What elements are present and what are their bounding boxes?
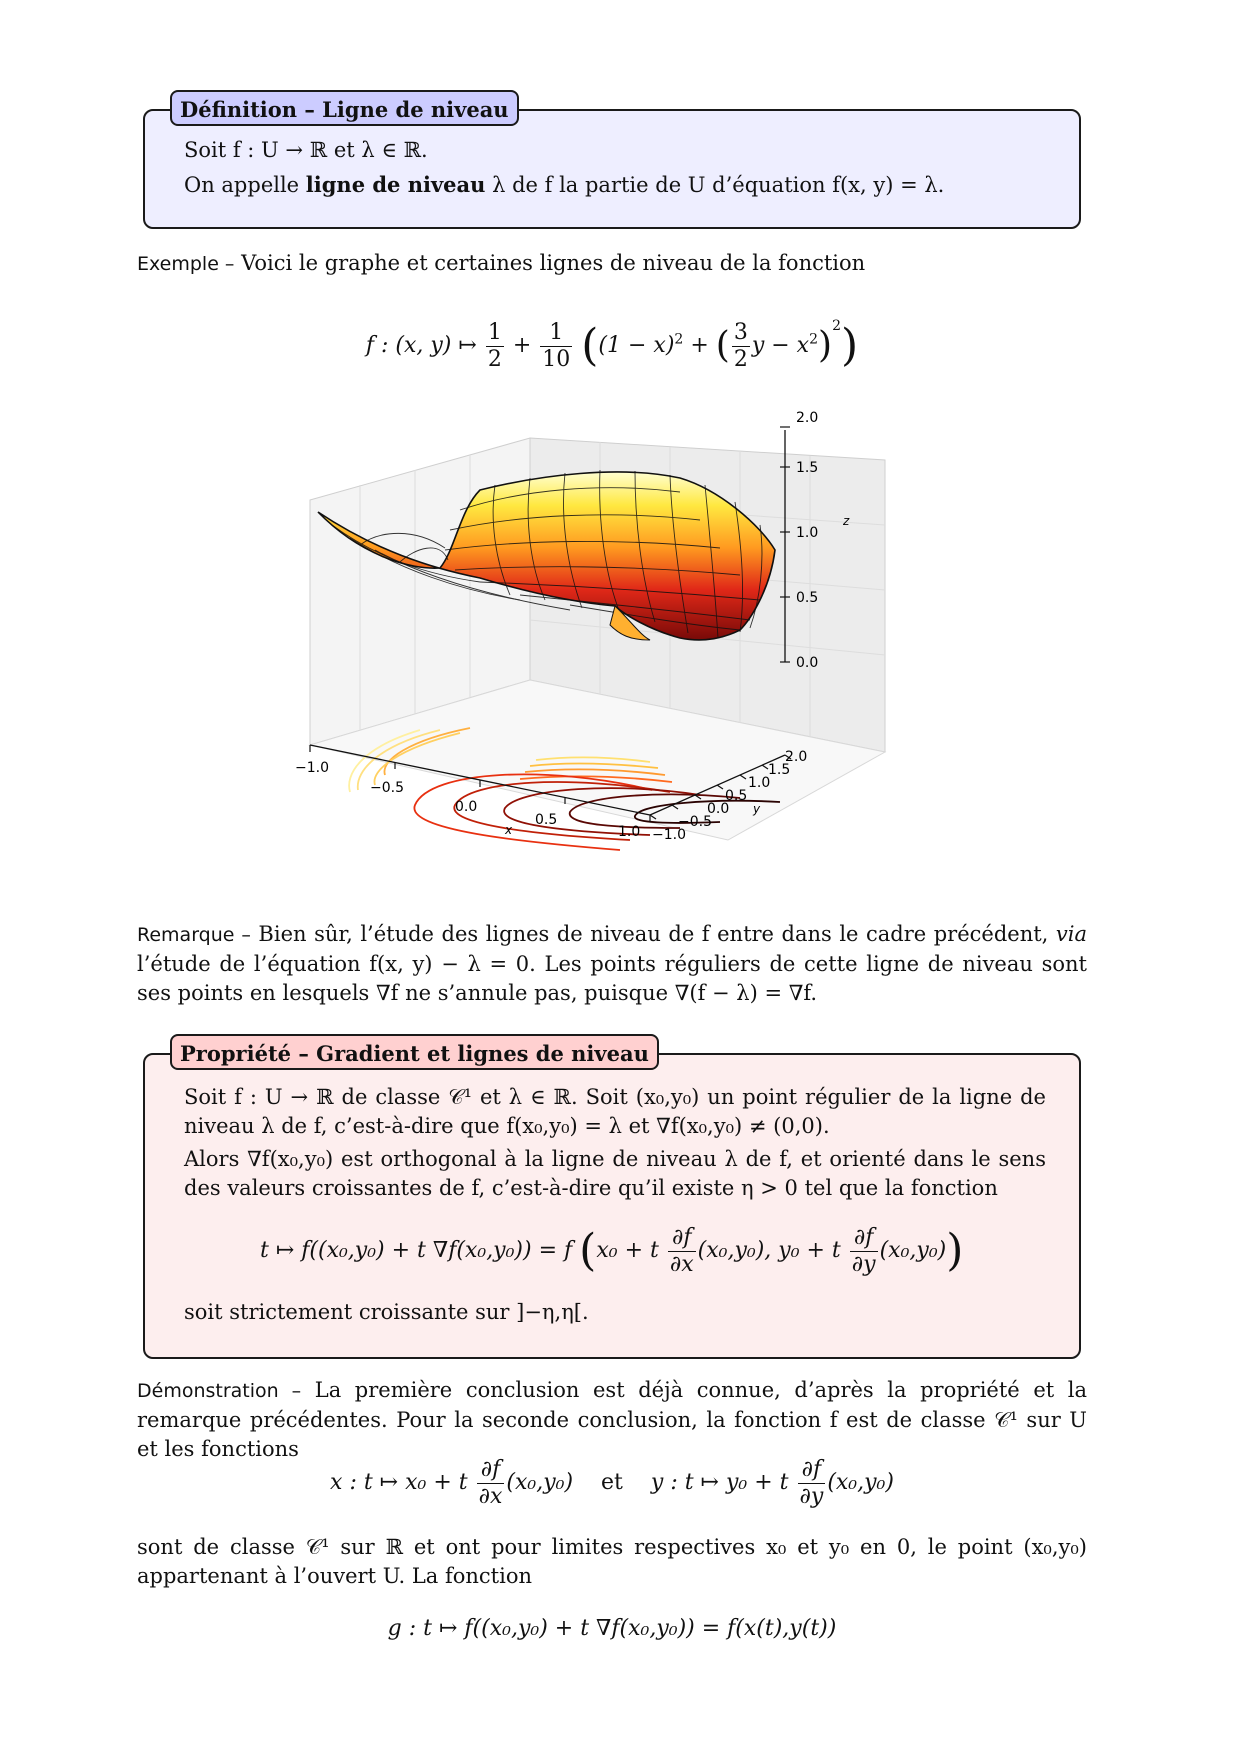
- x-tick-label: 0.0: [455, 799, 478, 815]
- example-formula: f : (x, y) ↦ $\frac{1}{2}$ + $\frac{1}{10}$ ($(1 - x)^2$ + ( $\frac{3}{2}$ $y - x^2)^2$): [365, 318, 859, 372]
- z-axis-label: z: [843, 514, 850, 528]
- demonstration-formula-xy: x : t ↦ x₀ + t $\frac{\partial f}{\partial x}$ (x₀,y₀) et y : t ↦ y₀ + t $\frac{\partial f}{\partial y}$ (x₀,y₀): [330, 1457, 894, 1509]
- z-tick-label: 0.5: [796, 590, 819, 606]
- y-tick-label: 2.0: [785, 749, 808, 765]
- x-tick-label: 0.5: [535, 812, 558, 828]
- z-tick-label: 2.0: [796, 410, 819, 426]
- definition-title: Définition – Ligne de niveau: [170, 90, 519, 126]
- y-tick-label: 1.0: [748, 775, 771, 791]
- property-formula: t ↦ f((x₀,y₀) + t ∇f(x₀,y₀)) = f (x₀ + t $\frac{\partial f}{\partial x}$ (x₀,y₀), y₀ + t $\frac{\partial f}{\partial y}$ (x₀,y₀)): [260, 1225, 964, 1277]
- z-tick-label: 1.5: [796, 460, 819, 476]
- term-ligne-de-niveau: ligne de niveau: [305, 172, 486, 197]
- fraction-df-dx: $\frac{\partial f}{\partial x}$: [478, 1457, 503, 1509]
- example-paragraph: [137, 249, 865, 279]
- y-tick-label: 0.5: [725, 788, 748, 804]
- fraction-df-dx: $\frac{\partial f}{\partial x}$: [669, 1225, 694, 1277]
- remark-label: Remarque –: [137, 924, 251, 946]
- property-paragraph-2: Alors ∇f(x₀,y₀) est orthogonal à la ligne de niveau λ de f, et orienté dans le sens des valeurs croissantes de f, c’est-à-dire qu’il existe η > 0 tel que la fonction: [184, 1147, 1046, 1200]
- x-tick-label: −0.5: [370, 780, 404, 796]
- x-tick-label: −1.0: [295, 760, 329, 776]
- property-paragraph-1: Soit f : U → ℝ de classe 𝒞¹ et λ ∈ ℝ. Soit (x₀,y₀) un point régulier de la ligne de niveau λ de f, c’est-à-dire que f(x₀,y₀) = λ et ∇f(x₀,y₀) ≠ (0,0).: [184, 1085, 1046, 1138]
- property-paragraph-3: soit strictement croissante sur ]−η,η[.: [184, 1300, 589, 1324]
- remark-paragraph: Remarque – Bien sûr, l’étude des lignes de niveau de f entre dans le cadre précédent, via l’étude de l’équation f(x, y) − λ = 0. Les points réguliers de cette ligne de niveau sont ses points en lesquels ∇f ne s’annule pas, puisque ∇(f − λ) = ∇f.: [137, 922, 1087, 1005]
- definition-line-2: On appelle ligne de niveau λ de f la partie de U d’équation f(x, y) = λ.: [184, 172, 945, 197]
- z-tick-label: 0.0: [796, 655, 819, 671]
- fraction-df-dy: $\frac{\partial f}{\partial y}$: [851, 1225, 876, 1277]
- surface-plot-figure: [295, 410, 940, 890]
- example-text: Voici le graphe et certaines lignes de niveau de la fonction: [241, 251, 866, 275]
- demonstration-formula-g: g : t ↦ f((x₀,y₀) + t ∇f(x₀,y₀)) = f(x(t),y(t)): [387, 1616, 837, 1641]
- y-tick-label: −0.5: [678, 814, 712, 830]
- x-tick-label: 1.0: [618, 824, 641, 840]
- fraction-three-halves: $\frac{3}{2}$: [733, 320, 748, 372]
- demonstration-paragraph: Démonstration – La première conclusion est déjà connue, d’après la propriété et la remarque précédentes. Pour la seconde conclusion, la fonction f est de classe 𝒞¹ sur U et les fonctions: [137, 1378, 1088, 1461]
- x-axis-label: x: [505, 823, 513, 837]
- fraction-df-dy: $\frac{\partial f}{\partial y}$: [799, 1457, 824, 1509]
- demonstration-paragraph-2: sont de classe 𝒞¹ sur ℝ et ont pour limites respectives x₀ et y₀ en 0, le point (x₀,y₀) appartenant à l’ouvert U. La fonction: [137, 1535, 1087, 1588]
- example-label: Exemple –: [137, 253, 235, 275]
- y-tick-label: 0.0: [707, 801, 730, 817]
- definition-line-1: Soit f : U → ℝ et λ ∈ ℝ.: [184, 138, 428, 162]
- y-tick-label: −1.0: [652, 827, 686, 843]
- y-tick-label: 1.5: [768, 762, 791, 778]
- demonstration-label: Démonstration –: [137, 1380, 302, 1402]
- z-tick-label: 1.0: [796, 525, 819, 541]
- y-axis-label: y: [753, 802, 761, 816]
- property-title: Propriété – Gradient et lignes de niveau: [170, 1034, 659, 1070]
- fraction-one-half: $\frac{1}{2}$: [487, 320, 502, 372]
- fraction-one-tenth: $\frac{1}{10}$: [542, 320, 571, 372]
